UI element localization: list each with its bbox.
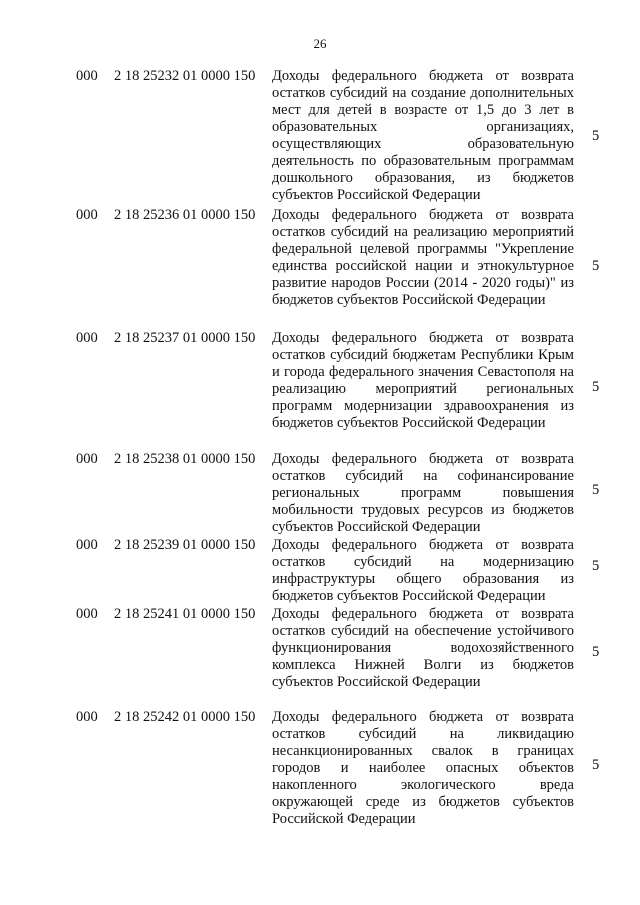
kbk-code: 2 18 25237 01 0000 150 xyxy=(114,330,256,346)
kbk-code: 2 18 25242 01 0000 150 xyxy=(114,709,256,725)
admin-code: 000 xyxy=(76,451,98,467)
row-value: 5 xyxy=(592,128,600,144)
income-description: Доходы федерального бюджета от возврата остатков субсидий на модернизацию инфраструктуры общего образования из бюджетов субъектов Российской Федерации xyxy=(272,537,574,604)
kbk-code: 2 18 25239 01 0000 150 xyxy=(114,537,256,553)
income-description: Доходы федерального бюджета от возврата остатков субсидий на реализацию мероприятий федеральной целевой программы "Укрепление единства российской нации и этнокультурное развитие народов России (2014 - 2020 годы)" из бюджетов субъектов Российской Федерации xyxy=(272,207,574,308)
row-value: 5 xyxy=(592,482,600,498)
page-number: 26 xyxy=(313,36,327,51)
row-value: 5 xyxy=(592,258,600,274)
admin-code: 000 xyxy=(76,68,98,84)
income-description: Доходы федерального бюджета от возврата остатков субсидий бюджетам Республики Крым и города федерального значения Севастополя на реализацию мероприятий региональных программ модернизации здравоохранения из бюджетов субъектов Российской Федерации xyxy=(272,330,574,431)
kbk-code: 2 18 25241 01 0000 150 xyxy=(114,606,256,622)
admin-code: 000 xyxy=(76,606,98,622)
income-description: Доходы федерального бюджета от возврата остатков субсидий на софинансирование региональных программ повышения мобильности трудовых ресурсов из бюджетов субъектов Российской Федерации xyxy=(272,451,574,535)
income-description: Доходы федерального бюджета от возврата остатков субсидий на ликвидацию несанкционированных свалок в границах городов и наиболее опасных объектов накопленного экологического вреда окружающей среде из бюджетов субъектов Российской Федерации xyxy=(272,709,574,827)
admin-code: 000 xyxy=(76,537,98,553)
kbk-code: 2 18 25236 01 0000 150 xyxy=(114,207,256,223)
row-value: 5 xyxy=(592,757,600,773)
admin-code: 000 xyxy=(76,207,98,223)
kbk-code: 2 18 25238 01 0000 150 xyxy=(114,451,256,467)
income-description: Доходы федерального бюджета от возврата остатков субсидий на обеспечение устойчивого функционирования водохозяйственного комплекса Нижней Волги из бюджетов субъектов Российской Федерации xyxy=(272,606,574,690)
admin-code: 000 xyxy=(76,709,98,725)
row-value: 5 xyxy=(592,558,600,574)
row-value: 5 xyxy=(592,644,600,660)
row-value: 5 xyxy=(592,379,600,395)
kbk-code: 2 18 25232 01 0000 150 xyxy=(114,68,256,84)
income-description: Доходы федерального бюджета от возврата остатков субсидий на создание дополнительных мест для детей в возрасте от 1,5 до 3 лет в образовательных организациях, осуществляющих образовательную деятельность по образовательным программам дошкольного образования, из бюджетов субъектов Российской Федерации xyxy=(272,68,574,203)
admin-code: 000 xyxy=(76,330,98,346)
